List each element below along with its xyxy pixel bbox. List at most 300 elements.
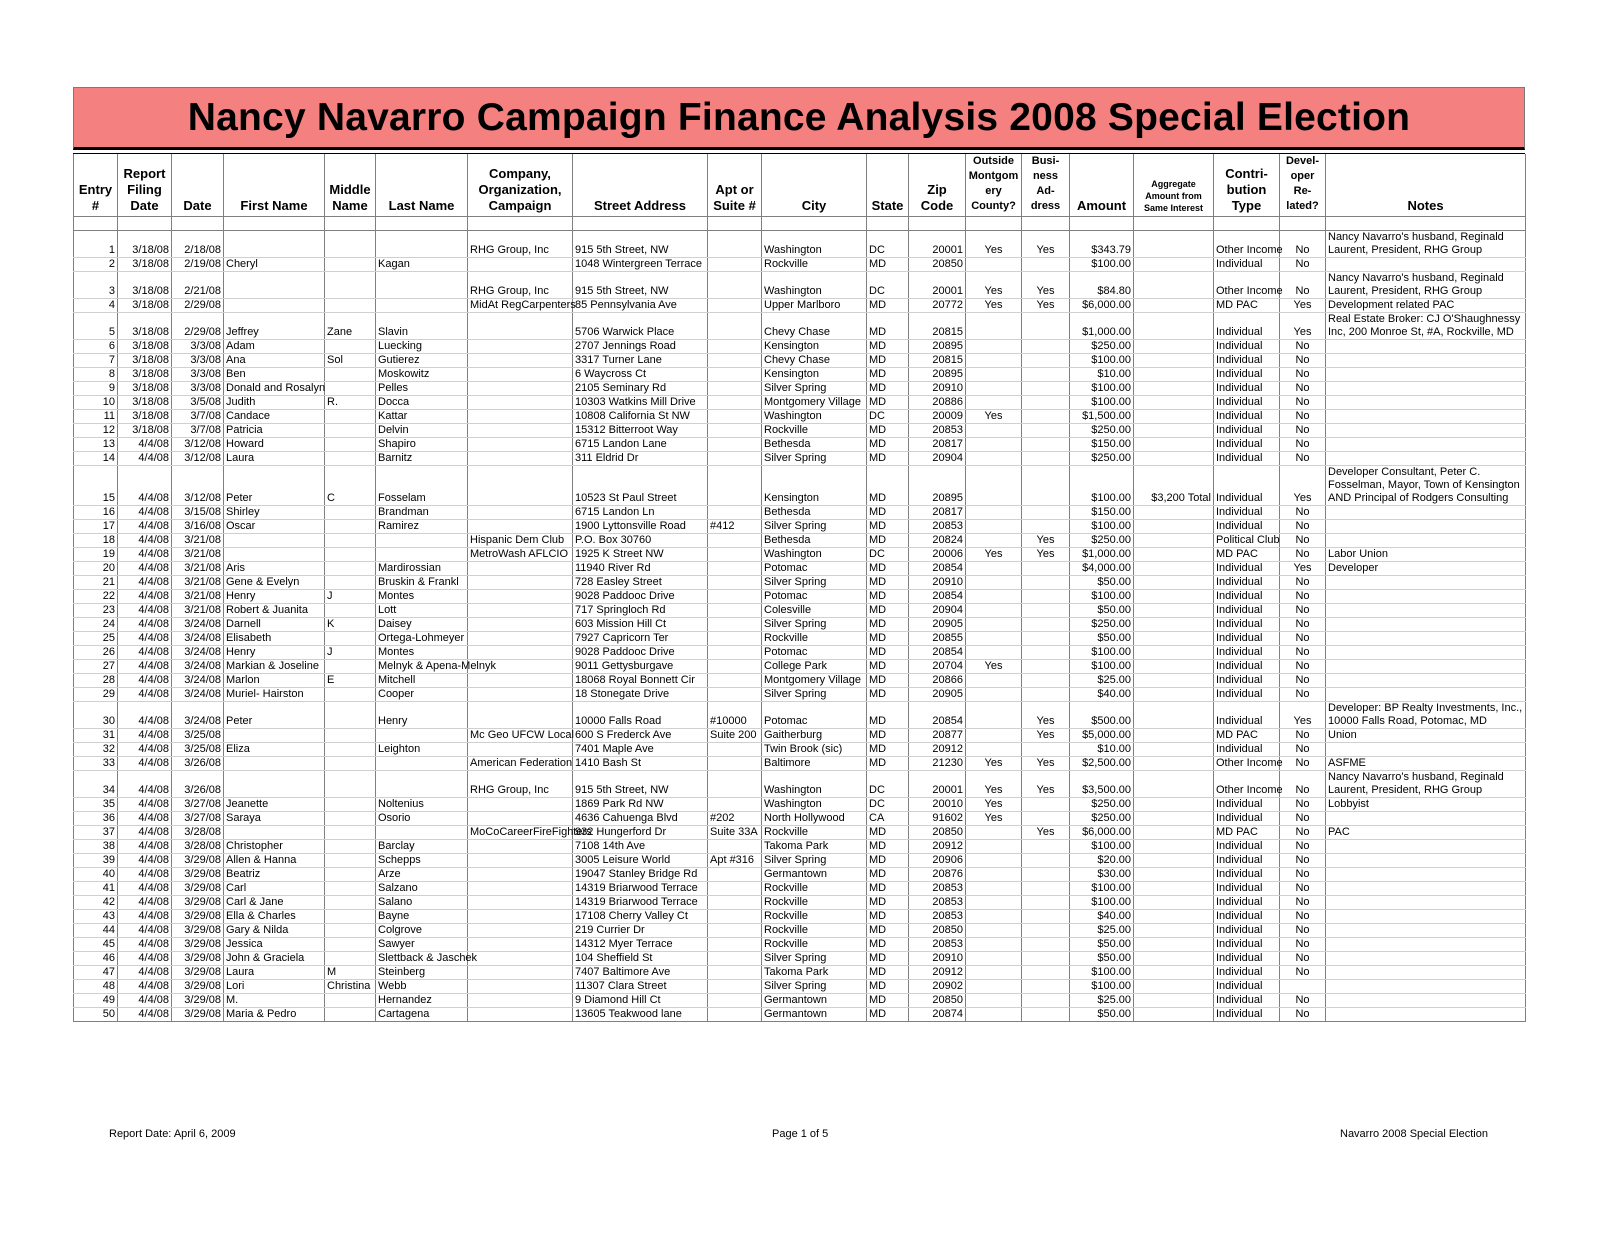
apt-suite-cell[interactable]: Suite 200 [708,729,762,743]
table-row[interactable] [74,424,1526,438]
apt-suite-cell[interactable]: Apt #316 [708,854,762,868]
last-name-cell[interactable]: Pelles [376,382,468,396]
street-address-cell[interactable]: 3317 Turner Lane [573,354,708,368]
apt-suite-cell[interactable] [708,506,762,520]
last-name-cell[interactable]: Mitchell [376,674,468,688]
developer-related-cell[interactable]: No [1280,354,1326,368]
business-address-cell[interactable] [1022,798,1070,812]
aggregate-amount-cell[interactable] [1134,424,1214,438]
amount-cell[interactable]: $250.00 [1070,424,1134,438]
last-name-cell[interactable]: Moskowitz [376,368,468,382]
street-address-cell[interactable]: 104 Sheffield St [573,952,708,966]
contribution-date-cell[interactable]: 3/21/08 [172,562,224,576]
report-filing-date-cell[interactable]: 3/18/08 [118,396,172,410]
developer-related-cell[interactable]: No [1280,604,1326,618]
contribution-type-cell[interactable]: Individual [1214,258,1280,272]
street-address-cell[interactable]: 219 Currier Dr [573,924,708,938]
city-cell[interactable]: Rockville [762,258,867,272]
first-name-cell[interactable]: Candace [224,410,325,424]
contribution-type-cell[interactable]: Individual [1214,994,1280,1008]
aggregate-amount-cell[interactable] [1134,299,1214,313]
amount-cell[interactable]: $1,500.00 [1070,410,1134,424]
state-cell[interactable]: MD [867,258,909,272]
state-cell[interactable]: MD [867,382,909,396]
state-cell[interactable]: MD [867,660,909,674]
amount-cell[interactable]: $100.00 [1070,966,1134,980]
contribution-type-cell[interactable]: Individual [1214,452,1280,466]
entry-number-cell[interactable]: 18 [74,534,118,548]
contribution-type-cell[interactable]: Other Income [1214,757,1280,771]
company-cell[interactable] [468,368,573,382]
amount-cell[interactable]: $4,000.00 [1070,562,1134,576]
zip-code-cell[interactable]: 20912 [909,743,966,757]
amount-cell[interactable]: $250.00 [1070,618,1134,632]
report-filing-date-cell[interactable]: 4/4/08 [118,812,172,826]
contribution-type-cell[interactable]: Other Income [1214,231,1280,258]
zip-code-cell[interactable]: 20815 [909,313,966,340]
outside-county-cell[interactable] [966,994,1022,1008]
first-name-cell[interactable]: Patricia [224,424,325,438]
contribution-date-cell[interactable]: 3/29/08 [172,924,224,938]
zip-code-cell[interactable]: 20904 [909,604,966,618]
entry-number-cell[interactable]: 19 [74,548,118,562]
street-address-cell[interactable]: 7401 Maple Ave [573,743,708,757]
first-name-cell[interactable]: Christopher [224,840,325,854]
last-name-cell[interactable]: Salzano [376,882,468,896]
entry-number-cell[interactable]: 1 [74,231,118,258]
report-filing-date-cell[interactable]: 4/4/08 [118,771,172,798]
outside-county-cell[interactable] [966,466,1022,506]
contribution-date-cell[interactable]: 3/27/08 [172,812,224,826]
entry-number-cell[interactable]: 13 [74,438,118,452]
first-name-cell[interactable] [224,771,325,798]
city-cell[interactable]: Chevy Chase [762,313,867,340]
last-name-cell[interactable]: Melnyk & Apena-Melnyk [376,660,468,674]
report-filing-date-cell[interactable]: 4/4/08 [118,966,172,980]
business-address-cell[interactable] [1022,1008,1070,1022]
zip-code-cell[interactable]: 20910 [909,576,966,590]
middle-name-cell[interactable] [325,688,376,702]
report-filing-date-cell[interactable]: 4/4/08 [118,854,172,868]
table-row[interactable] [74,576,1526,590]
aggregate-amount-cell[interactable] [1134,882,1214,896]
city-cell[interactable]: Germantown [762,1008,867,1022]
business-address-cell[interactable] [1022,313,1070,340]
street-address-cell[interactable]: 10808 California St NW [573,410,708,424]
contribution-date-cell[interactable]: 3/29/08 [172,882,224,896]
city-cell[interactable]: Rockville [762,924,867,938]
company-cell[interactable] [468,882,573,896]
apt-suite-cell[interactable] [708,299,762,313]
aggregate-amount-cell[interactable] [1134,966,1214,980]
city-cell[interactable]: Montgomery Village [762,674,867,688]
contribution-date-cell[interactable]: 3/29/08 [172,1008,224,1022]
city-cell[interactable]: Potomac [762,702,867,729]
middle-name-cell[interactable] [325,410,376,424]
entry-number-cell[interactable]: 43 [74,910,118,924]
developer-related-cell[interactable]: No [1280,826,1326,840]
middle-name-cell[interactable] [325,854,376,868]
notes-cell[interactable]: ASFME [1326,757,1526,771]
contribution-date-cell[interactable]: 3/26/08 [172,757,224,771]
middle-name-cell[interactable] [325,702,376,729]
zip-code-cell[interactable]: 20824 [909,534,966,548]
state-cell[interactable]: DC [867,548,909,562]
company-cell[interactable] [468,702,573,729]
developer-related-cell[interactable]: No [1280,424,1326,438]
amount-cell[interactable]: $100.00 [1070,646,1134,660]
street-address-cell[interactable]: 5706 Warwick Place [573,313,708,340]
zip-code-cell[interactable]: 20877 [909,729,966,743]
contribution-date-cell[interactable]: 3/29/08 [172,980,224,994]
apt-suite-cell[interactable] [708,674,762,688]
outside-county-cell[interactable] [966,674,1022,688]
zip-code-cell[interactable]: 20874 [909,1008,966,1022]
first-name-cell[interactable]: Jeanette [224,798,325,812]
state-cell[interactable]: MD [867,882,909,896]
middle-name-cell[interactable] [325,340,376,354]
city-cell[interactable]: Potomac [762,590,867,604]
middle-name-cell[interactable] [325,258,376,272]
amount-cell[interactable]: $50.00 [1070,604,1134,618]
table-row[interactable] [74,452,1526,466]
business-address-cell[interactable] [1022,910,1070,924]
developer-related-cell[interactable]: No [1280,258,1326,272]
col-header[interactable]: Zip Code [909,154,966,217]
business-address-cell[interactable] [1022,618,1070,632]
col-header[interactable]: Last Name [376,154,468,217]
zip-code-cell[interactable]: 20001 [909,771,966,798]
state-cell[interactable]: MD [867,674,909,688]
contribution-type-cell[interactable]: Individual [1214,910,1280,924]
aggregate-amount-cell[interactable] [1134,272,1214,299]
developer-related-cell[interactable]: No [1280,757,1326,771]
notes-cell[interactable] [1326,882,1526,896]
first-name-cell[interactable]: Peter [224,466,325,506]
last-name-cell[interactable]: Hernandez [376,994,468,1008]
company-cell[interactable] [468,868,573,882]
apt-suite-cell[interactable] [708,771,762,798]
city-cell[interactable]: Rockville [762,882,867,896]
amount-cell[interactable]: $100.00 [1070,840,1134,854]
city-cell[interactable]: Silver Spring [762,520,867,534]
street-address-cell[interactable]: 4636 Cahuenga Blvd [573,812,708,826]
city-cell[interactable]: Silver Spring [762,576,867,590]
entry-number-cell[interactable]: 28 [74,674,118,688]
company-cell[interactable] [468,438,573,452]
developer-related-cell[interactable]: No [1280,660,1326,674]
entry-number-cell[interactable]: 47 [74,966,118,980]
developer-related-cell[interactable]: No [1280,688,1326,702]
city-cell[interactable]: Baltimore [762,757,867,771]
notes-cell[interactable] [1326,424,1526,438]
amount-cell[interactable]: $250.00 [1070,534,1134,548]
entry-number-cell[interactable]: 7 [74,354,118,368]
business-address-cell[interactable] [1022,743,1070,757]
street-address-cell[interactable]: 728 Easley Street [573,576,708,590]
company-cell[interactable] [468,618,573,632]
aggregate-amount-cell[interactable]: $3,200 Total [1134,466,1214,506]
city-cell[interactable]: Bethesda [762,438,867,452]
developer-related-cell[interactable]: Yes [1280,313,1326,340]
city-cell[interactable]: Rockville [762,826,867,840]
contribution-type-cell[interactable]: Individual [1214,798,1280,812]
first-name-cell[interactable]: Gene & Evelyn [224,576,325,590]
amount-cell[interactable]: $5,000.00 [1070,729,1134,743]
state-cell[interactable]: MD [867,506,909,520]
zip-code-cell[interactable]: 20009 [909,410,966,424]
amount-cell[interactable]: $25.00 [1070,674,1134,688]
zip-code-cell[interactable]: 20854 [909,562,966,576]
business-address-cell[interactable] [1022,368,1070,382]
outside-county-cell[interactable] [966,868,1022,882]
report-filing-date-cell[interactable]: 4/4/08 [118,466,172,506]
state-cell[interactable]: MD [867,313,909,340]
aggregate-amount-cell[interactable] [1134,368,1214,382]
middle-name-cell[interactable] [325,910,376,924]
col-header[interactable]: Amount [1070,154,1134,217]
developer-related-cell[interactable]: No [1280,952,1326,966]
outside-county-cell[interactable] [966,618,1022,632]
first-name-cell[interactable]: Ben [224,368,325,382]
middle-name-cell[interactable] [325,729,376,743]
zip-code-cell[interactable]: 20850 [909,826,966,840]
middle-name-cell[interactable] [325,743,376,757]
report-filing-date-cell[interactable]: 4/4/08 [118,1008,172,1022]
aggregate-amount-cell[interactable] [1134,506,1214,520]
company-cell[interactable] [468,604,573,618]
entry-number-cell[interactable]: 38 [74,840,118,854]
outside-county-cell[interactable] [966,952,1022,966]
table-row[interactable] [74,632,1526,646]
company-cell[interactable] [468,466,573,506]
street-address-cell[interactable]: 717 Springloch Rd [573,604,708,618]
entry-number-cell[interactable]: 37 [74,826,118,840]
middle-name-cell[interactable] [325,368,376,382]
entry-number-cell[interactable]: 29 [74,688,118,702]
developer-related-cell[interactable]: No [1280,646,1326,660]
last-name-cell[interactable] [376,272,468,299]
last-name-cell[interactable] [376,548,468,562]
table-row[interactable] [74,313,1526,340]
developer-related-cell[interactable]: No [1280,854,1326,868]
entry-number-cell[interactable]: 27 [74,660,118,674]
middle-name-cell[interactable] [325,272,376,299]
developer-related-cell[interactable]: No [1280,840,1326,854]
report-filing-date-cell[interactable]: 3/18/08 [118,368,172,382]
report-filing-date-cell[interactable]: 4/4/08 [118,506,172,520]
outside-county-cell[interactable] [966,743,1022,757]
amount-cell[interactable]: $50.00 [1070,632,1134,646]
business-address-cell[interactable]: Yes [1022,757,1070,771]
city-cell[interactable]: Kensington [762,368,867,382]
outside-county-cell[interactable] [966,313,1022,340]
aggregate-amount-cell[interactable] [1134,743,1214,757]
last-name-cell[interactable]: Colgrove [376,924,468,938]
street-address-cell[interactable]: 1925 K Street NW [573,548,708,562]
business-address-cell[interactable] [1022,868,1070,882]
zip-code-cell[interactable]: 20001 [909,272,966,299]
apt-suite-cell[interactable]: Suite 33A [708,826,762,840]
first-name-cell[interactable]: Jeffrey [224,313,325,340]
apt-suite-cell[interactable] [708,798,762,812]
apt-suite-cell[interactable] [708,231,762,258]
aggregate-amount-cell[interactable] [1134,1008,1214,1022]
table-row[interactable] [74,924,1526,938]
developer-related-cell[interactable]: Yes [1280,562,1326,576]
report-filing-date-cell[interactable]: 4/4/08 [118,826,172,840]
state-cell[interactable]: DC [867,798,909,812]
state-cell[interactable]: MD [867,424,909,438]
last-name-cell[interactable] [376,231,468,258]
report-filing-date-cell[interactable]: 4/4/08 [118,660,172,674]
aggregate-amount-cell[interactable] [1134,910,1214,924]
entry-number-cell[interactable]: 36 [74,812,118,826]
aggregate-amount-cell[interactable] [1134,438,1214,452]
company-cell[interactable]: MetroWash AFLCIO [468,548,573,562]
last-name-cell[interactable]: Docca [376,396,468,410]
street-address-cell[interactable]: 6715 Landon Lane [573,438,708,452]
state-cell[interactable]: MD [867,840,909,854]
aggregate-amount-cell[interactable] [1134,646,1214,660]
entry-number-cell[interactable]: 21 [74,576,118,590]
business-address-cell[interactable] [1022,952,1070,966]
first-name-cell[interactable]: Jessica [224,938,325,952]
table-row[interactable] [74,258,1526,272]
developer-related-cell[interactable]: No [1280,882,1326,896]
business-address-cell[interactable] [1022,354,1070,368]
amount-cell[interactable]: $250.00 [1070,812,1134,826]
aggregate-amount-cell[interactable] [1134,452,1214,466]
state-cell[interactable]: MD [867,562,909,576]
amount-cell[interactable]: $100.00 [1070,396,1134,410]
contribution-type-cell[interactable]: Individual [1214,340,1280,354]
aggregate-amount-cell[interactable] [1134,688,1214,702]
business-address-cell[interactable] [1022,604,1070,618]
state-cell[interactable]: MD [867,1008,909,1022]
notes-cell[interactable]: Developer [1326,562,1526,576]
contribution-type-cell[interactable]: Individual [1214,702,1280,729]
middle-name-cell[interactable] [325,924,376,938]
aggregate-amount-cell[interactable] [1134,868,1214,882]
street-address-cell[interactable]: P.O. Box 30760 [573,534,708,548]
contribution-type-cell[interactable]: Individual [1214,368,1280,382]
developer-related-cell[interactable]: No [1280,1008,1326,1022]
company-cell[interactable] [468,424,573,438]
report-filing-date-cell[interactable]: 4/4/08 [118,798,172,812]
developer-related-cell[interactable]: No [1280,924,1326,938]
business-address-cell[interactable] [1022,396,1070,410]
notes-cell[interactable] [1326,354,1526,368]
outside-county-cell[interactable] [966,840,1022,854]
amount-cell[interactable]: $100.00 [1070,660,1134,674]
report-filing-date-cell[interactable]: 3/18/08 [118,313,172,340]
entry-number-cell[interactable]: 20 [74,562,118,576]
col-header[interactable]: Apt or Suite # [708,154,762,217]
city-cell[interactable]: Kensington [762,466,867,506]
apt-suite-cell[interactable] [708,466,762,506]
last-name-cell[interactable] [376,771,468,798]
contribution-type-cell[interactable]: Individual [1214,938,1280,952]
report-filing-date-cell[interactable]: 4/4/08 [118,562,172,576]
col-header[interactable]: Entry # [74,154,118,217]
notes-cell[interactable]: Developer Consultant, Peter C. Fosselman, Mayor, Town of Kensington AND Principal of Rodgers Consulting [1326,466,1526,506]
business-address-cell[interactable] [1022,632,1070,646]
middle-name-cell[interactable] [325,757,376,771]
aggregate-amount-cell[interactable] [1134,382,1214,396]
amount-cell[interactable]: $100.00 [1070,896,1134,910]
entry-number-cell[interactable]: 3 [74,272,118,299]
outside-county-cell[interactable] [966,702,1022,729]
aggregate-amount-cell[interactable] [1134,632,1214,646]
notes-cell[interactable]: Union [1326,729,1526,743]
report-filing-date-cell[interactable]: 4/4/08 [118,868,172,882]
first-name-cell[interactable]: Gary & Nilda [224,924,325,938]
apt-suite-cell[interactable] [708,966,762,980]
company-cell[interactable] [468,952,573,966]
company-cell[interactable] [468,896,573,910]
table-row[interactable] [74,340,1526,354]
contribution-date-cell[interactable]: 3/25/08 [172,743,224,757]
business-address-cell[interactable] [1022,590,1070,604]
report-filing-date-cell[interactable]: 4/4/08 [118,840,172,854]
first-name-cell[interactable]: Cheryl [224,258,325,272]
business-address-cell[interactable] [1022,980,1070,994]
city-cell[interactable]: Potomac [762,646,867,660]
aggregate-amount-cell[interactable] [1134,604,1214,618]
zip-code-cell[interactable]: 20815 [909,354,966,368]
aggregate-amount-cell[interactable] [1134,231,1214,258]
amount-cell[interactable]: $150.00 [1070,506,1134,520]
street-address-cell[interactable]: 1048 Wintergreen Terrace [573,258,708,272]
contribution-date-cell[interactable]: 3/29/08 [172,854,224,868]
entry-number-cell[interactable]: 46 [74,952,118,966]
report-filing-date-cell[interactable]: 4/4/08 [118,632,172,646]
report-filing-date-cell[interactable]: 4/4/08 [118,688,172,702]
apt-suite-cell[interactable]: #10000 [708,702,762,729]
contribution-type-cell[interactable]: Individual [1214,812,1280,826]
state-cell[interactable]: MD [867,702,909,729]
notes-cell[interactable] [1326,840,1526,854]
aggregate-amount-cell[interactable] [1134,952,1214,966]
middle-name-cell[interactable]: J [325,590,376,604]
business-address-cell[interactable] [1022,340,1070,354]
developer-related-cell[interactable]: No [1280,506,1326,520]
first-name-cell[interactable]: Elisabeth [224,632,325,646]
state-cell[interactable]: DC [867,272,909,299]
table-row[interactable] [74,743,1526,757]
apt-suite-cell[interactable] [708,368,762,382]
last-name-cell[interactable]: Henry [376,702,468,729]
last-name-cell[interactable] [376,729,468,743]
business-address-cell[interactable] [1022,452,1070,466]
city-cell[interactable]: North Hollywood [762,812,867,826]
outside-county-cell[interactable] [966,980,1022,994]
table-row[interactable] [74,854,1526,868]
business-address-cell[interactable] [1022,438,1070,452]
business-address-cell[interactable] [1022,646,1070,660]
apt-suite-cell[interactable] [708,396,762,410]
notes-cell[interactable] [1326,924,1526,938]
middle-name-cell[interactable] [325,868,376,882]
last-name-cell[interactable]: Kattar [376,410,468,424]
amount-cell[interactable]: $84.80 [1070,272,1134,299]
middle-name-cell[interactable]: J [325,646,376,660]
zip-code-cell[interactable]: 20854 [909,702,966,729]
col-header[interactable]: First Name [224,154,325,217]
company-cell[interactable] [468,1008,573,1022]
aggregate-amount-cell[interactable] [1134,980,1214,994]
